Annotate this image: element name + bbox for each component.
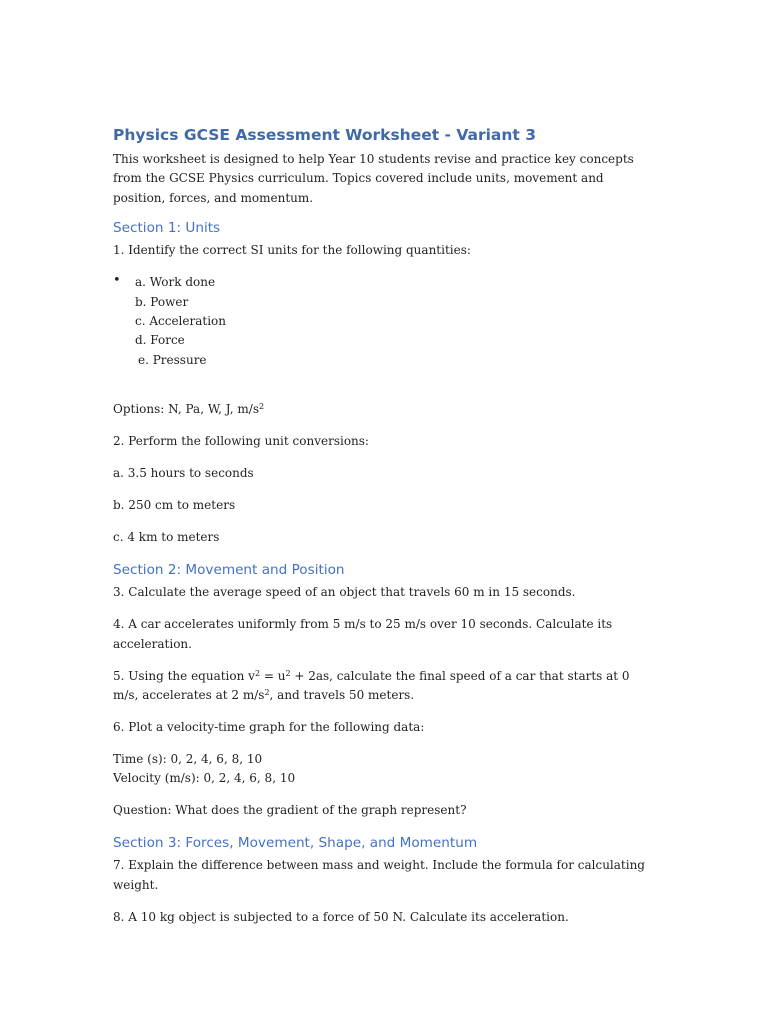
velocity-data: Velocity (m/s): 0, 2, 4, 6, 8, 10 (113, 771, 296, 786)
question-4: 4. A car accelerates uniformly from 5 m/s to 25 m/s over 10 seconds. Calculate its acceleration. (113, 617, 613, 651)
worksheet-title: Physics GCSE Assessment Worksheet - Variant 3 (113, 126, 537, 144)
time-data: Time (s): 0, 2, 4, 6, 8, 10 (113, 752, 263, 767)
question-7: 7. Explain the difference between mass and weight. Include the formula for calculating weight. (113, 858, 645, 892)
q5-text: , and travels 50 meters. (269, 688, 415, 703)
q5-superscript: 2 (285, 668, 291, 678)
q5-superscript: 2 (264, 688, 270, 698)
si-quantities-list (113, 273, 658, 370)
gradient-question: Question: What does the gradient of the graph represent? (113, 803, 467, 818)
question-2a: a. 3.5 hours to seconds (113, 466, 254, 481)
section-3-heading: Section 3: Forces, Movement, Shape, and Momentum (113, 835, 478, 852)
question-8: 8. A 10 kg object is subjected to a force of 50 N. Calculate its acceleration. (113, 909, 569, 924)
options-text: Options: N, Pa, W, J, m/s (113, 402, 260, 417)
unit-options (113, 400, 658, 419)
question-6: 6. Plot a velocity-time graph for the following data: (113, 720, 425, 735)
list-item: a. Work done (135, 275, 216, 290)
q5-text: + 2as, calculate the final speed of a car that starts at 0 m/s, accelerates at 2 m/s (113, 668, 630, 703)
q5-text: 5. Using the equation v (113, 668, 255, 683)
intro-paragraph: This worksheet is designed to help Year 10 students revise and practice key concepts from the GCSE Physics curriculum. Topics covered include units, movement and position, forces, and momentum. (113, 152, 634, 205)
q5-text: = u (260, 668, 286, 683)
question-1: 1. Identify the correct SI units for the following quantities: (113, 243, 471, 258)
q5-superscript: 2 (254, 668, 261, 678)
list-item: e. Pressure (138, 352, 207, 367)
list-item: d. Force (135, 333, 185, 348)
list-item: c. Acceleration (135, 314, 227, 329)
question-5 (113, 667, 658, 706)
question-2: 2. Perform the following unit conversions: (113, 434, 369, 449)
options-superscript: 2 (259, 402, 265, 412)
worksheet-page (113, 124, 658, 940)
section-1-heading: Section 1: Units (113, 220, 221, 237)
bullet-icon: • (113, 273, 121, 289)
section-2-heading: Section 2: Movement and Position (113, 562, 345, 579)
question-2b: b. 250 cm to meters (113, 498, 236, 513)
question-2c: c. 4 km to meters (113, 530, 220, 545)
question-3: 3. Calculate the average speed of an object that travels 60 m in 15 seconds. (113, 585, 576, 600)
list-item: b. Power (135, 294, 189, 309)
